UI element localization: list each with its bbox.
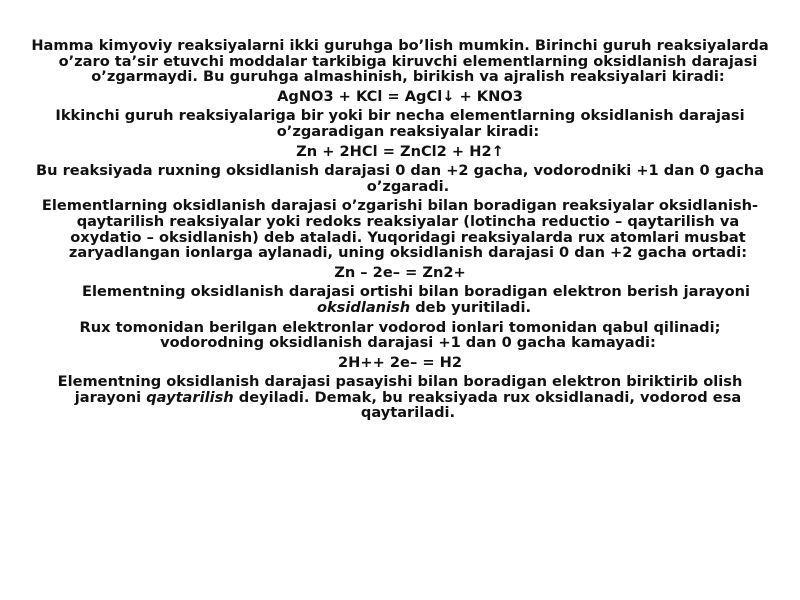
paragraph-reduction-definition: [30, 374, 770, 421]
equation-zinc-oxidation: Zn – 2e– = Zn2+: [334, 263, 466, 281]
oxidation-text-end: deb yuritiladi.: [410, 298, 532, 316]
term-oxidation: oksidlanish: [316, 298, 411, 316]
oxidation-text-start: Elementning oksidlanish darajasi ortishi bilan boradigan elektron berish jarayoni: [82, 283, 750, 301]
term-reduction: qaytarilish: [146, 388, 234, 406]
reduction-text-start: Elementning oksidlanish darajasi pasayishi bilan boradigan elektron biriktirib olish jarayoni: [57, 373, 743, 406]
paragraph-oxidation-change: Bu reaksiyada ruxning oksidlanish darajasi 0 dan +2 gacha, vodorodniki +1 dan 0 gacha o’zgaradi.: [36, 162, 764, 195]
paragraph-second-group: Ikkinchi guruh reaksiyalariga bir yoki bir necha elementlarning oksidlanish darajasi o’zgaradigan reaksiyalar kiradi:: [55, 107, 745, 140]
reduction-text-end: deyiladi. Demak, bu reaksiyada rux oksidlanadi, vodorod esa qaytariladi.: [233, 388, 742, 422]
paragraph-redox-definition: Elementlarning oksidlanish darajasi o’zgarishi bilan boradigan reaksiyalar oksidlanish-qaytarilish reaksiyalar yoki redoks reaksiyalar (lotincha reductio – qaytarilish va oxydatio – oksidlanish) deb ataladi. Yuqoridagi reaksiyalarda rux atomlari musbat zaryadlangan ionlarga aylanadi, uning oksidlanish darajasi 0 dan +2 gacha ortadi:: [41, 197, 759, 262]
paragraph-hydrogen-reduction: Rux tomonidan berilgan elektronlar vodorod ionlari tomonidan qabul qilinadi; vodorodning oksidlanish darajasi +1 dan 0 gacha kamayadi:: [79, 318, 721, 352]
equation-hydrogen-reduction: 2H++ 2e– = H2: [337, 353, 462, 371]
equation-zinc-hcl: Zn + 2HCl = ZnCl2 + H2↑: [296, 142, 504, 160]
paragraph-oxidation-definition: [30, 284, 770, 315]
paragraph-reaction-groups: Hamma kimyoviy reaksiyalarni ikki guruhga bo’lish mumkin. Birinchi guruh reaksiyalarda o’zaro ta’sir etuvchi moddalar tarkibiga kiruvchi elementlarning oksidlanish darajasi o’zgarmaydi. Bu guruhga almashinish, birikish va ajralish reaksiyalari kiradi:: [31, 37, 769, 86]
slide-body: [30, 38, 770, 425]
equation-exchange: AgNO3 + KCl = AgCl↓ + KNO3: [277, 87, 523, 105]
